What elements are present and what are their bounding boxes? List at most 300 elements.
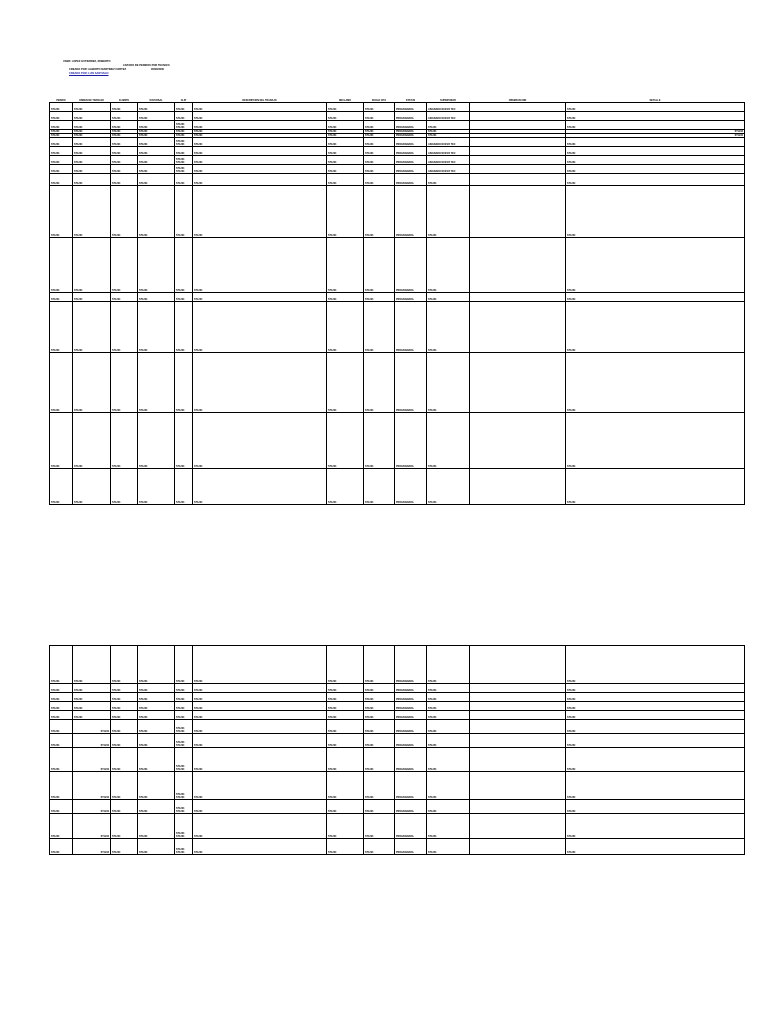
cell-orden-text: ST1234: [74, 689, 83, 692]
cell-clip: [175, 147, 193, 156]
cell-fecha: [364, 174, 395, 186]
cell-status: [395, 748, 427, 772]
cell-reclamo-text: ST1234: [328, 810, 337, 813]
cell-pedido: [50, 734, 73, 748]
cell-reclamo-text: ST1234: [328, 289, 337, 292]
cell-observacion: [470, 693, 566, 702]
cell-detalle-text: ST1234: [567, 117, 576, 120]
cell-clip: [175, 121, 193, 130]
cell-fecha-text: ST1234: [365, 108, 374, 111]
cell-fecha: [364, 702, 395, 711]
cell-detalle: [566, 711, 745, 720]
cell-descripcion: [193, 156, 327, 165]
table-row[interactable]: [50, 413, 745, 469]
cell-detalle-text: ST1234: [567, 744, 576, 747]
cell-orden-text: ST1234: [100, 810, 109, 813]
cell-detalle: [566, 702, 745, 711]
cell-status-text: PROGRAMADA: [396, 143, 414, 146]
cell-pedido-text: ST1234: [51, 465, 60, 468]
cell-reclamo-text: ST1234: [328, 409, 337, 412]
cell-descripcion: [193, 174, 327, 186]
table-row[interactable]: [50, 646, 745, 684]
column-header-pedido: PEDIDO: [56, 99, 66, 102]
cell-pedido: [50, 174, 73, 186]
cell-status-text: PROGRAMADA: [396, 234, 414, 237]
cell-sucursal-text: ST1234: [139, 698, 148, 701]
cell-sucursal: [138, 684, 175, 693]
cell-detalle-text: ST1234: [567, 161, 576, 164]
cell-supervisor-text: ST1234: [428, 465, 437, 468]
table-row[interactable]: [50, 839, 745, 855]
cell-observacion: [470, 702, 566, 711]
table-row[interactable]: [50, 748, 745, 772]
table-row[interactable]: [50, 772, 745, 800]
cell-clip-extra: ST1234: [176, 832, 185, 835]
cell-cliente: [111, 138, 138, 147]
cell-fecha-text: ST1234: [365, 152, 374, 155]
cell-supervisor-text: ASIGNADO NUEVO TEC: [428, 108, 456, 111]
cell-supervisor-text: ASIGNADO NUEVO TEC: [428, 152, 456, 155]
cell-cliente-text: ST1234: [112, 182, 121, 185]
cell-sucursal-text: ST1234: [139, 810, 148, 813]
cell-descripcion: [193, 238, 327, 293]
cell-pedido: [50, 112, 73, 121]
cell-sucursal: [138, 839, 175, 855]
cell-descripcion-text: ST1234: [194, 796, 203, 799]
cell-status: [395, 103, 427, 112]
cell-descripcion-text: ST1234: [194, 152, 203, 155]
table-row[interactable]: [50, 702, 745, 711]
cell-detalle-text: ST1234: [567, 851, 576, 854]
cell-clip-extra: ST1234: [176, 793, 185, 796]
column-header-detalle: DETALLE: [649, 99, 661, 102]
cell-status: [395, 174, 427, 186]
table-row[interactable]: [50, 469, 745, 505]
cell-orden: [73, 469, 111, 505]
cell-supervisor-text: ST1234: [428, 796, 437, 799]
header-created-by: CREADO POR: ALBERTO MARTINEZ CORTEZ: [69, 68, 127, 71]
cell-status-text: PROGRAMADA: [396, 465, 414, 468]
cell-detalle-text: ST1234: [567, 289, 576, 292]
cell-detalle: [566, 646, 745, 684]
cell-fecha: [364, 646, 395, 684]
cell-sucursal: [138, 302, 175, 353]
cell-cliente: [111, 772, 138, 800]
cell-supervisor-text: ST1234: [428, 744, 437, 747]
cell-pedido: [50, 238, 73, 293]
cell-sucursal-text: ST1234: [139, 349, 148, 352]
cell-cliente-text: ST1234: [112, 130, 121, 133]
column-header-status: STATUS: [405, 99, 416, 102]
table-row[interactable]: [50, 814, 745, 839]
cell-sucursal-text: ST1234: [139, 134, 148, 137]
cell-clip: [175, 469, 193, 505]
cell-cliente-text: ST1234: [112, 768, 121, 771]
cell-status-text: PROGRAMADA: [396, 796, 414, 799]
cell-fecha: [364, 165, 395, 174]
cell-sucursal: [138, 711, 175, 720]
table-row[interactable]: [50, 165, 745, 174]
cell-reclamo: [327, 734, 364, 748]
cell-pedido-text: ST1234: [51, 289, 60, 292]
cell-clip: [175, 156, 193, 165]
cell-observacion: [470, 814, 566, 839]
cell-detalle: [566, 469, 745, 505]
cell-reclamo: [327, 839, 364, 855]
cell-reclamo: [327, 147, 364, 156]
cell-cliente-text: ST1234: [112, 680, 121, 683]
cell-observacion: [470, 748, 566, 772]
cell-reclamo: [327, 711, 364, 720]
cell-status: [395, 165, 427, 174]
cell-cliente-text: ST1234: [112, 501, 121, 504]
cell-sucursal: [138, 186, 175, 238]
cell-clip: [175, 174, 193, 186]
cell-sucursal: [138, 413, 175, 469]
cell-clip-extra: ST1234: [176, 158, 185, 161]
cell-supervisor-text: ST1234: [428, 716, 437, 719]
cell-pedido: [50, 293, 73, 302]
cell-cliente: [111, 839, 138, 855]
cell-descripcion-text: ST1234: [194, 707, 203, 710]
cell-clip: [175, 693, 193, 702]
cell-detalle-text: ST1234: [567, 501, 576, 504]
cell-orden-text: ST1234: [100, 796, 109, 799]
cell-detalle: [566, 814, 745, 839]
table-row[interactable]: [50, 147, 745, 156]
cell-cliente: [111, 469, 138, 505]
table-row[interactable]: [50, 121, 745, 130]
cell-supervisor-text: ST1234: [428, 689, 437, 692]
cell-cliente: [111, 174, 138, 186]
cell-orden-text: ST1234: [74, 707, 83, 710]
cell-clip-text: ST1234: [176, 835, 185, 838]
cell-reclamo: [327, 112, 364, 121]
cell-cliente: [111, 800, 138, 814]
table-row[interactable]: [50, 174, 745, 186]
cell-clip-text: ST1234: [176, 810, 185, 813]
cell-sucursal: [138, 353, 175, 413]
cell-orden-text: ST1234: [74, 298, 83, 301]
cell-status-text: PROGRAMADA: [396, 851, 414, 854]
cell-supervisor: [427, 112, 470, 121]
cell-detalle: [566, 147, 745, 156]
cell-status: [395, 302, 427, 353]
table-row[interactable]: [50, 103, 745, 112]
cell-supervisor: [427, 469, 470, 505]
cell-detalle: [566, 174, 745, 186]
cell-reclamo: [327, 138, 364, 147]
cell-cliente-text: ST1234: [112, 134, 121, 137]
table-row[interactable]: [50, 353, 745, 413]
cell-descripcion: [193, 293, 327, 302]
cell-clip-text: ST1234: [176, 143, 185, 146]
cell-pedido: [50, 646, 73, 684]
cell-clip-extra: ST1234: [176, 123, 185, 126]
cell-clip: [175, 684, 193, 693]
cell-supervisor-text: ASIGNADO NUEVO TEC: [428, 161, 456, 164]
cell-supervisor: [427, 174, 470, 186]
cell-descripcion: [193, 121, 327, 130]
cell-fecha: [364, 353, 395, 413]
cell-status: [395, 684, 427, 693]
cell-detalle: [566, 103, 745, 112]
cell-descripcion-text: ST1234: [194, 716, 203, 719]
cell-pedido-text: ST1234: [51, 130, 60, 133]
column-header-supervisor: SUPERVISOR: [440, 99, 456, 102]
cell-clip-text: ST1234: [176, 170, 185, 173]
table-row[interactable]: [50, 302, 745, 353]
cell-detalle-text: ST1234: [567, 768, 576, 771]
table-header-row: [50, 90, 745, 103]
cell-supervisor: [427, 720, 470, 734]
cell-pedido-text: ST1234: [51, 170, 60, 173]
cell-clip-text: ST1234: [176, 234, 185, 237]
cell-pedido: [50, 353, 73, 413]
cell-reclamo: [327, 772, 364, 800]
cell-descripcion-text: ST1234: [194, 234, 203, 237]
cell-fecha-text: ST1234: [365, 117, 374, 120]
cell-cliente: [111, 147, 138, 156]
table-row[interactable]: [50, 156, 745, 165]
cell-pedido: [50, 839, 73, 855]
table-row[interactable]: [50, 734, 745, 748]
cell-orden-text: ST1234: [74, 234, 83, 237]
cell-orden-text: ST1234: [100, 851, 109, 854]
cell-status-text: PROGRAMADA: [396, 349, 414, 352]
cell-supervisor-text: ST1234: [428, 289, 437, 292]
cell-cliente: [111, 711, 138, 720]
cell-clip-text: ST1234: [176, 796, 185, 799]
cell-supervisor: [427, 238, 470, 293]
cell-fecha-text: ST1234: [365, 680, 374, 683]
cell-reclamo: [327, 121, 364, 130]
cell-clip: [175, 302, 193, 353]
cell-pedido-text: ST1234: [51, 680, 60, 683]
cell-pedido-text: ST1234: [51, 698, 60, 701]
cell-detalle: [566, 720, 745, 734]
cell-pedido: [50, 720, 73, 734]
cell-pedido-text: ST1234: [51, 117, 60, 120]
cell-reclamo-text: ST1234: [328, 143, 337, 146]
cell-descripcion-text: ST1234: [194, 117, 203, 120]
cell-sucursal-text: ST1234: [139, 796, 148, 799]
cell-detalle: [566, 413, 745, 469]
cell-status-text: PROGRAMADA: [396, 117, 414, 120]
cell-reclamo: [327, 720, 364, 734]
cell-detalle-text: ST1234: [567, 689, 576, 692]
column-header-observacion: OBSERVACION: [508, 99, 527, 102]
cell-pedido-text: ST1234: [51, 108, 60, 111]
cell-orden: [73, 165, 111, 174]
cell-clip-extra: ST1234: [176, 741, 185, 744]
cell-pedido-text: ST1234: [51, 152, 60, 155]
cell-cliente-text: ST1234: [112, 851, 121, 854]
cell-supervisor: [427, 748, 470, 772]
cell-supervisor: [427, 800, 470, 814]
cell-cliente-text: ST1234: [112, 143, 121, 146]
cell-fecha-text: ST1234: [365, 134, 374, 137]
cell-cliente-text: ST1234: [112, 835, 121, 838]
table-row[interactable]: [50, 711, 745, 720]
cell-reclamo: [327, 165, 364, 174]
cell-fecha-text: ST1234: [365, 689, 374, 692]
cell-supervisor-text: ST1234: [428, 130, 437, 133]
cell-orden: [73, 702, 111, 711]
cell-fecha-text: ST1234: [365, 126, 374, 129]
cell-supervisor-text: ASIGNADO NUEVO TEC: [428, 143, 456, 146]
cell-orden-text: ST1234: [74, 501, 83, 504]
cell-fecha-text: ST1234: [365, 161, 374, 164]
cell-cliente-text: ST1234: [112, 234, 121, 237]
cell-pedido-text: ST1234: [51, 835, 60, 838]
cell-cliente: [111, 293, 138, 302]
cell-pedido: [50, 800, 73, 814]
cell-detalle-text: ST1234: [567, 108, 576, 111]
cell-pedido: [50, 748, 73, 772]
cell-fecha: [364, 720, 395, 734]
cell-descripcion: [193, 147, 327, 156]
cell-cliente-text: ST1234: [112, 689, 121, 692]
cell-reclamo: [327, 469, 364, 505]
cell-status-text: PROGRAMADA: [396, 810, 414, 813]
cell-fecha: [364, 772, 395, 800]
cell-descripcion-text: ST1234: [194, 134, 203, 137]
cell-detalle: [566, 186, 745, 238]
cell-reclamo-text: ST1234: [328, 689, 337, 692]
cell-fecha-text: ST1234: [365, 810, 374, 813]
cell-sucursal: [138, 147, 175, 156]
cell-fecha-text: ST1234: [365, 143, 374, 146]
cell-detalle-text: ST1234: [567, 152, 576, 155]
cell-clip-extra: ST1234: [176, 727, 185, 730]
cell-cliente-text: ST1234: [112, 716, 121, 719]
cell-fecha-text: ST1234: [365, 182, 374, 185]
cell-descripcion-text: ST1234: [194, 698, 203, 701]
table-row[interactable]: [50, 138, 745, 147]
cell-sucursal: [138, 800, 175, 814]
cell-sucursal: [138, 814, 175, 839]
cell-descripcion-text: ST1234: [194, 835, 203, 838]
cell-reclamo: [327, 748, 364, 772]
cell-reclamo: [327, 174, 364, 186]
cell-fecha-text: ST1234: [365, 707, 374, 710]
header-user-line: USER: LOPEZ GUTIERREZ, ROBERTO: [63, 60, 111, 63]
column-header-sucursal: SUCURSAL: [149, 99, 163, 102]
cell-descripcion: [193, 646, 327, 684]
cell-status: [395, 156, 427, 165]
cell-cliente: [111, 302, 138, 353]
table-row[interactable]: [50, 186, 745, 238]
cell-reclamo: [327, 302, 364, 353]
cell-supervisor: [427, 186, 470, 238]
cell-reclamo-text: ST1234: [328, 349, 337, 352]
cell-sucursal-text: ST1234: [139, 108, 148, 111]
header-created-by-link[interactable]: CREADO POR: LUIS SANTIAGO: [69, 72, 109, 75]
cell-clip-text: ST1234: [176, 126, 185, 129]
cell-supervisor: [427, 353, 470, 413]
table-row[interactable]: [50, 293, 745, 302]
cell-reclamo: [327, 646, 364, 684]
cell-clip: [175, 103, 193, 112]
table-row[interactable]: [50, 684, 745, 693]
cell-reclamo: [327, 103, 364, 112]
cell-sucursal-text: ST1234: [139, 152, 148, 155]
cell-status: [395, 112, 427, 121]
cell-fecha: [364, 469, 395, 505]
cell-descripcion: [193, 711, 327, 720]
cell-pedido: [50, 711, 73, 720]
cell-fecha: [364, 302, 395, 353]
cell-orden-text: ST1234: [100, 768, 109, 771]
cell-orden-text: ST1234: [74, 716, 83, 719]
cell-pedido-text: ST1234: [51, 716, 60, 719]
cell-supervisor: [427, 772, 470, 800]
cell-pedido-text: ST1234: [51, 234, 60, 237]
cell-descripcion: [193, 413, 327, 469]
cell-cliente: [111, 734, 138, 748]
cell-pedido-text: ST1234: [51, 134, 60, 137]
cell-supervisor: [427, 103, 470, 112]
table-row[interactable]: [50, 238, 745, 293]
cell-cliente: [111, 693, 138, 702]
cell-orden-text: ST1234: [74, 161, 83, 164]
cell-detalle-text: ST1234: [567, 170, 576, 173]
cell-clip: [175, 138, 193, 147]
cell-reclamo-text: ST1234: [328, 501, 337, 504]
cell-sucursal-text: ST1234: [139, 182, 148, 185]
table-row[interactable]: [50, 720, 745, 734]
cell-clip-text: ST1234: [176, 152, 185, 155]
column-header-reclamo: RECLAMO: [338, 99, 352, 102]
cell-sucursal: [138, 469, 175, 505]
cell-reclamo-text: ST1234: [328, 707, 337, 710]
cell-observacion: [470, 353, 566, 413]
cell-descripcion-text: ST1234: [194, 161, 203, 164]
cell-clip-text: ST1234: [176, 117, 185, 120]
cell-sucursal: [138, 702, 175, 711]
cell-pedido-text: ST1234: [51, 707, 60, 710]
cell-status-text: PROGRAMADA: [396, 698, 414, 701]
cell-clip: [175, 186, 193, 238]
table-row[interactable]: [50, 112, 745, 121]
cell-cliente: [111, 720, 138, 734]
cell-sucursal-text: ST1234: [139, 130, 148, 133]
cell-fecha-text: ST1234: [365, 698, 374, 701]
cell-descripcion-text: ST1234: [194, 170, 203, 173]
cell-clip-text: ST1234: [176, 349, 185, 352]
cell-clip: [175, 734, 193, 748]
cell-pedido-text: ST1234: [51, 796, 60, 799]
cell-detalle-text: ST1234: [734, 130, 743, 133]
cell-fecha-text: ST1234: [365, 298, 374, 301]
cell-sucursal: [138, 112, 175, 121]
cell-sucursal: [138, 156, 175, 165]
cell-fecha: [364, 293, 395, 302]
table-row[interactable]: [50, 800, 745, 814]
cell-clip: [175, 165, 193, 174]
cell-orden: [73, 839, 111, 855]
cell-clip-text: ST1234: [176, 182, 185, 185]
cell-status-text: PROGRAMADA: [396, 716, 414, 719]
cell-descripcion-text: ST1234: [194, 851, 203, 854]
cell-observacion: [470, 302, 566, 353]
table-row[interactable]: [50, 693, 745, 702]
cell-orden: [73, 646, 111, 684]
cell-orden-text: ST1234: [74, 130, 83, 133]
cell-detalle: [566, 302, 745, 353]
cell-pedido: [50, 413, 73, 469]
